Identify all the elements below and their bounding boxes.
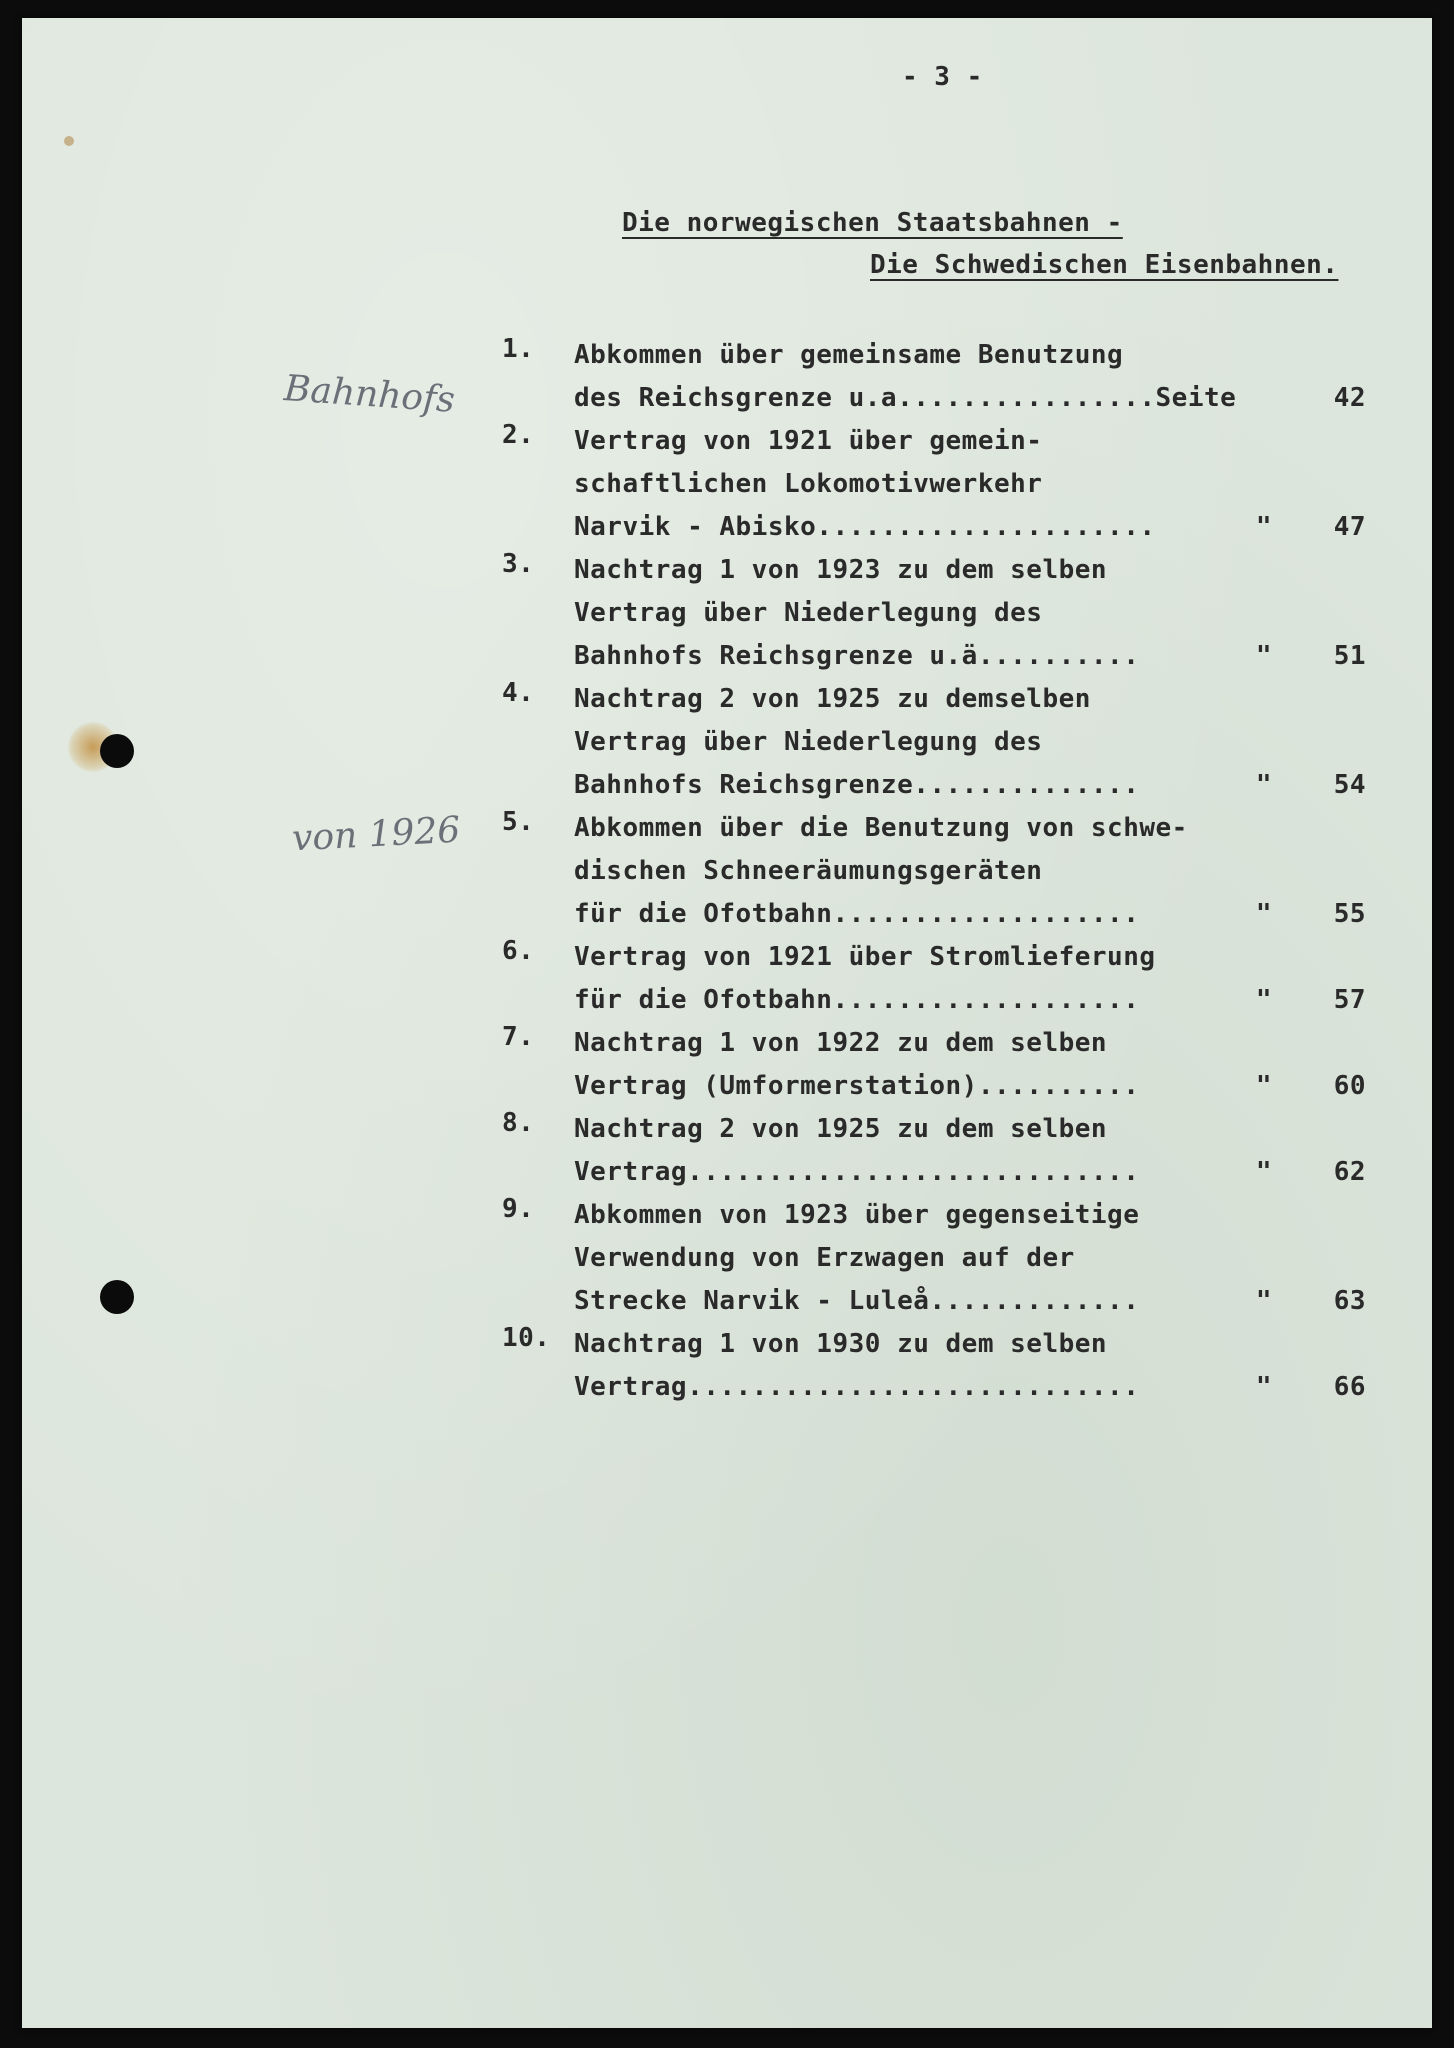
toc-line [574, 506, 1382, 549]
toc-page-number: 62 [1333, 1157, 1366, 1187]
toc-entry-lines [574, 1323, 1382, 1409]
toc-line-text: des Reichsgrenze u.a................Seite [574, 383, 1237, 413]
toc-line-text: Vertrag............................ [574, 1372, 1140, 1402]
toc-entry-number: 10. [502, 1323, 551, 1353]
ditto-mark: " [1255, 1157, 1272, 1187]
toc-line-text: Vertrag von 1921 über gemein- [574, 426, 1043, 456]
toc-line [574, 1237, 1382, 1280]
toc-line-text: Nachtrag 2 von 1925 zu demselben [574, 684, 1091, 714]
toc-entry-number: 3. [502, 549, 535, 579]
toc-entry [502, 678, 1382, 807]
toc-page-number: 47 [1333, 512, 1366, 542]
toc-line-text: Vertrag............................ [574, 1157, 1140, 1187]
toc-line [574, 334, 1382, 377]
toc-line [574, 1108, 1382, 1151]
toc-entry-lines [574, 1022, 1382, 1108]
toc-line-text: für die Ofotbahn................... [574, 899, 1140, 929]
toc-line [574, 1366, 1382, 1409]
ditto-mark: " [1255, 512, 1272, 542]
toc-line-text: Bahnhofs Reichsgrenze u.ä.......... [574, 641, 1140, 671]
toc-line [574, 721, 1382, 764]
ditto-mark: " [1255, 985, 1272, 1015]
toc-line [574, 1280, 1382, 1323]
toc-line-text: Verwendung von Erzwagen auf der [574, 1243, 1075, 1273]
toc-line-text: Abkommen über gemeinsame Benutzung [574, 340, 1124, 370]
toc-page-number: 57 [1333, 985, 1366, 1015]
toc-line [574, 1323, 1382, 1366]
toc-line [574, 1151, 1382, 1194]
toc-line [574, 420, 1382, 463]
toc-entry-number: 9. [502, 1194, 535, 1224]
toc-line-text: Abkommen von 1923 über gegenseitige [574, 1200, 1140, 1230]
ditto-mark: " [1255, 770, 1272, 800]
heading-line-2: Die Schwedischen Eisenbahnen. [870, 250, 1339, 280]
toc-entry [502, 1022, 1382, 1108]
ditto-mark: " [1255, 899, 1272, 929]
toc-page-number: 63 [1333, 1286, 1366, 1316]
toc-line [574, 850, 1382, 893]
toc-line [574, 678, 1382, 721]
toc-entry-lines [574, 678, 1382, 807]
toc-line-text: Nachtrag 2 von 1925 zu dem selben [574, 1114, 1108, 1144]
toc-page-number: 55 [1333, 899, 1366, 929]
toc-entry-lines [574, 1108, 1382, 1194]
toc-page-number: 66 [1333, 1372, 1366, 1402]
toc-entry-number: 1. [502, 334, 535, 364]
toc-line [574, 635, 1382, 678]
toc-line-text: für die Ofotbahn................... [574, 985, 1140, 1015]
toc-page-number: 51 [1333, 641, 1366, 671]
toc-line [574, 893, 1382, 936]
toc-page-number: 42 [1333, 383, 1366, 413]
toc-line-text: schaftlichen Lokomotivwerkehr [574, 469, 1043, 499]
toc-line-text: Vertrag über Niederlegung des [574, 598, 1043, 628]
ditto-mark: " [1255, 1071, 1272, 1101]
handwritten-note-bahnhofs: Bahnhofs [282, 368, 457, 421]
table-of-contents [502, 334, 1382, 1409]
ditto-mark: " [1255, 1372, 1272, 1402]
toc-entry-lines [574, 549, 1382, 678]
toc-page-number: 60 [1333, 1071, 1366, 1101]
toc-entry-lines [574, 420, 1382, 549]
toc-line [574, 979, 1382, 1022]
toc-entry [502, 1323, 1382, 1409]
toc-entry-lines [574, 807, 1382, 936]
page-number: - 3 - [902, 62, 983, 92]
toc-line-text: Abkommen über die Benutzung von schwe- [574, 813, 1188, 843]
toc-line [574, 936, 1382, 979]
toc-entry [502, 549, 1382, 678]
toc-line-text: Narvik - Abisko..................... [574, 512, 1156, 542]
handwritten-note-year: von 1926 [291, 809, 462, 860]
toc-line-text: Vertrag von 1921 über Stromlieferung [574, 942, 1156, 972]
punch-hole-top [100, 734, 134, 768]
toc-line-text: Nachtrag 1 von 1922 zu dem selben [574, 1028, 1108, 1058]
toc-entry-number: 6. [502, 936, 535, 966]
toc-entry [502, 420, 1382, 549]
toc-entry [502, 807, 1382, 936]
toc-line [574, 1194, 1382, 1237]
toc-line [574, 377, 1382, 420]
toc-line [574, 463, 1382, 506]
toc-line-text: Nachtrag 1 von 1923 zu dem selben [574, 555, 1108, 585]
toc-line [574, 1022, 1382, 1065]
toc-line-text: Vertrag (Umformerstation).......... [574, 1071, 1140, 1101]
toc-line-text: dischen Schneeräumungsgeräten [574, 856, 1043, 886]
toc-entry-number: 5. [502, 807, 535, 837]
toc-entry-number: 4. [502, 678, 535, 708]
toc-entry-number: 2. [502, 420, 535, 450]
toc-line [574, 807, 1382, 850]
toc-line-text: Bahnhofs Reichsgrenze.............. [574, 770, 1140, 800]
ditto-mark: " [1255, 641, 1272, 671]
toc-entry-number: 8. [502, 1108, 535, 1138]
toc-page-number: 54 [1333, 770, 1366, 800]
paper-stain [64, 136, 74, 146]
toc-line [574, 764, 1382, 807]
toc-line [574, 1065, 1382, 1108]
toc-line-text: Vertrag über Niederlegung des [574, 727, 1043, 757]
document-page [22, 18, 1432, 2028]
toc-entry-lines [574, 1194, 1382, 1323]
toc-entry-number: 7. [502, 1022, 535, 1052]
toc-entry-lines [574, 334, 1382, 420]
heading-line-1: Die norwegischen Staatsbahnen - [622, 208, 1123, 238]
toc-line-text: Nachtrag 1 von 1930 zu dem selben [574, 1329, 1108, 1359]
toc-entry [502, 1194, 1382, 1323]
toc-entry [502, 1108, 1382, 1194]
toc-line-text: Strecke Narvik - Luleå............. [574, 1286, 1140, 1316]
toc-line [574, 549, 1382, 592]
punch-hole-bottom [100, 1280, 134, 1314]
toc-entry-lines [574, 936, 1382, 1022]
ditto-mark: " [1255, 1286, 1272, 1316]
toc-entry [502, 936, 1382, 1022]
toc-entry [502, 334, 1382, 420]
toc-line [574, 592, 1382, 635]
